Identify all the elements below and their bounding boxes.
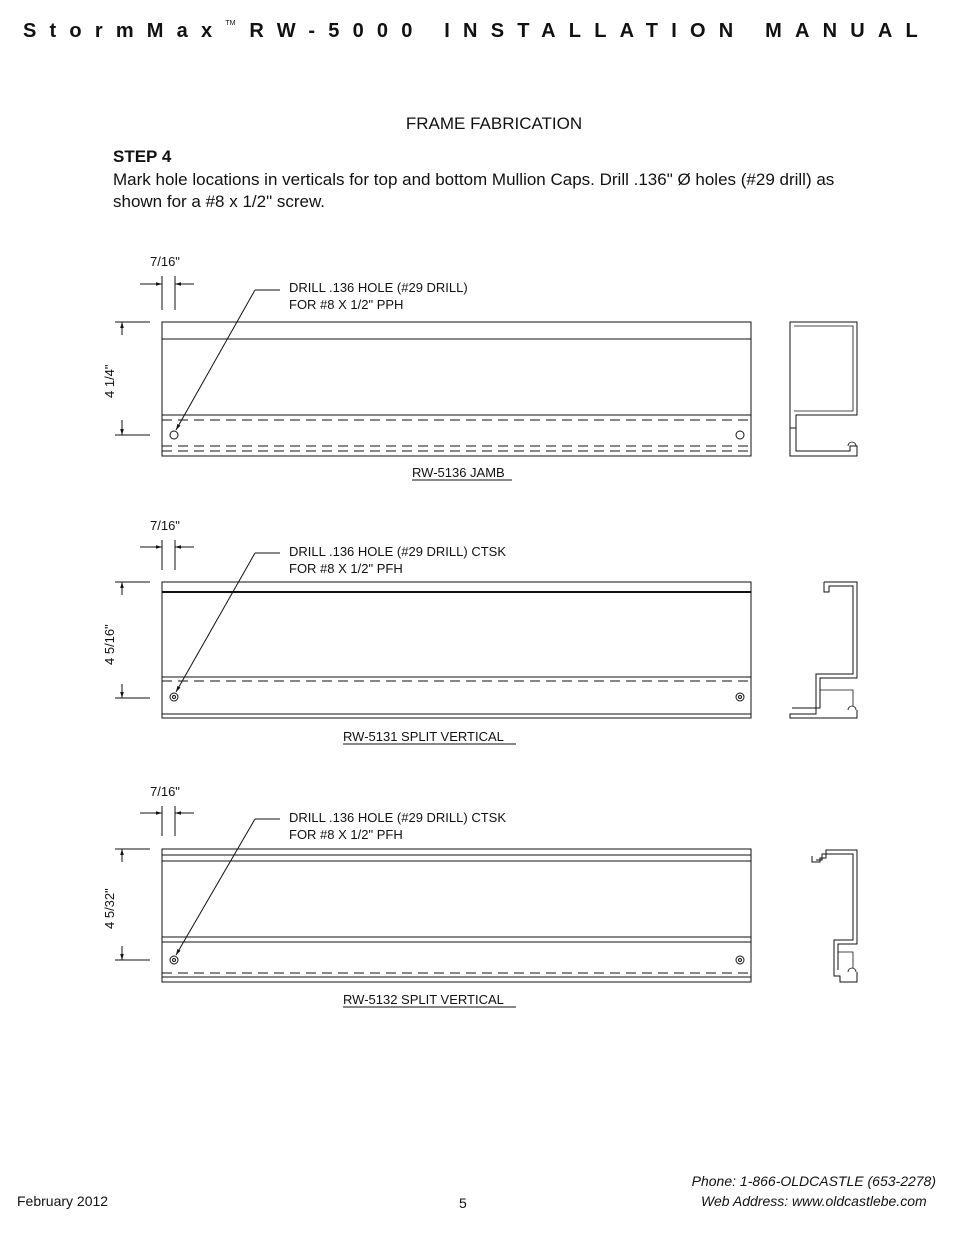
section-title: FRAME FABRICATION bbox=[405, 114, 583, 133]
countersunk-hole bbox=[170, 956, 178, 964]
web-address: Web Address: www.oldcastlebe.com bbox=[700, 1193, 927, 1209]
countersunk-hole bbox=[736, 693, 744, 701]
part-label: RW-5131 SPLIT VERTICAL bbox=[343, 729, 504, 744]
footer-contact bbox=[692, 1171, 936, 1211]
manual-title: RW-5000 INSTALLATION MANUAL bbox=[249, 20, 931, 42]
brand-name: StormMax bbox=[23, 20, 226, 42]
drawing-split-vertical-5131 bbox=[102, 518, 857, 744]
drawing-split-vertical-5132 bbox=[102, 784, 857, 1007]
drill-hole bbox=[736, 431, 744, 439]
split-vertical-profile bbox=[790, 582, 857, 718]
countersunk-hole bbox=[170, 693, 178, 701]
drill-note-line-2: FOR #8 X 1/2" PFH bbox=[289, 561, 403, 576]
offset-dimension-label: 7/16" bbox=[150, 254, 180, 269]
drill-note-line-1: DRILL .136 HOLE (#29 DRILL) bbox=[289, 280, 468, 295]
drill-hole bbox=[170, 431, 178, 439]
step-instructions: Mark hole locations in verticals for top and bottom Mullion Caps. Drill .136" Ø holes (#29 drill) as shown for a #8 x 1/2" screw. bbox=[113, 170, 835, 211]
drill-note-line-1: DRILL .136 HOLE (#29 DRILL) CTSK bbox=[289, 544, 506, 559]
countersunk-hole bbox=[736, 956, 744, 964]
drill-note-line-2: FOR #8 X 1/2" PPH bbox=[289, 297, 404, 312]
trademark-mark: TM bbox=[225, 20, 236, 27]
footer-date: February 2012 bbox=[17, 1193, 109, 1209]
page-number: 5 bbox=[459, 1195, 467, 1211]
step-title: STEP 4 bbox=[113, 147, 172, 166]
offset-dimension-label: 7/16" bbox=[150, 518, 180, 533]
height-dimension-label: 4 5/16" bbox=[102, 624, 117, 665]
drill-note-line-2: FOR #8 X 1/2" PFH bbox=[289, 827, 403, 842]
part-label: RW-5132 SPLIT VERTICAL bbox=[343, 992, 504, 1007]
height-dimension-label: 4 1/4" bbox=[102, 364, 117, 398]
jamb-profile bbox=[790, 322, 857, 456]
part-label: RW-5136 JAMB bbox=[412, 465, 505, 480]
split-vertical-profile bbox=[812, 850, 857, 982]
drawing-jamb bbox=[102, 254, 857, 480]
phone-number: Phone: 1-866-OLDCASTLE (653-2278) bbox=[691, 1173, 936, 1189]
height-dimension-label: 4 5/32" bbox=[102, 888, 117, 929]
offset-dimension-label: 7/16" bbox=[150, 784, 180, 799]
drill-note-line-1: DRILL .136 HOLE (#29 DRILL) CTSK bbox=[289, 810, 506, 825]
